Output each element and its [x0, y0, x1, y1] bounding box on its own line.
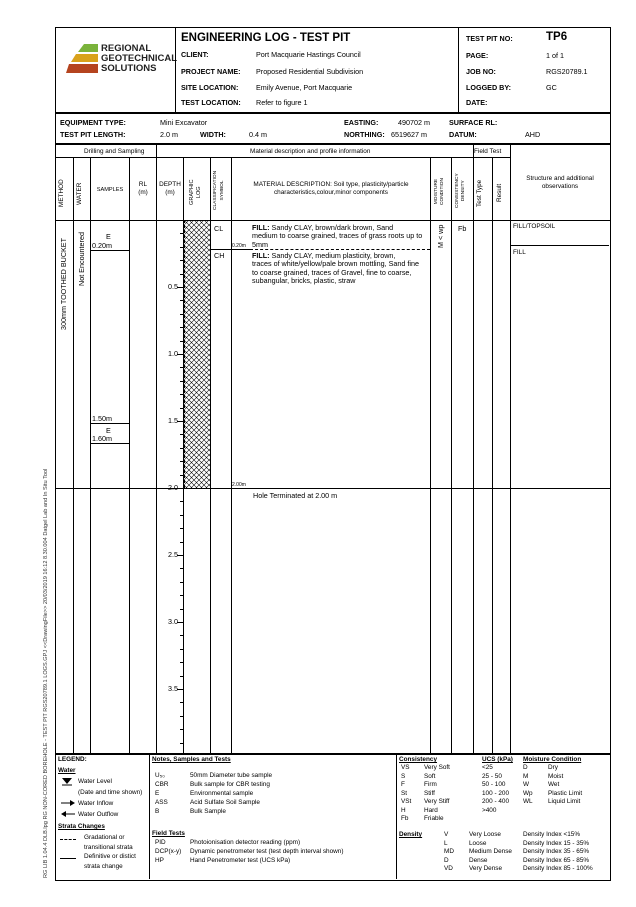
water-col-header: WATER — [76, 182, 83, 205]
graphic-log-hatch — [184, 220, 210, 488]
water-legend-title: Water — [58, 767, 76, 774]
field-code: PID — [155, 839, 166, 846]
project-label: PROJECT NAME: — [181, 67, 241, 76]
legend-row — [523, 781, 608, 790]
material-profile-header: Material description and profile information — [250, 148, 371, 155]
test-type-col-header: Test Type — [476, 179, 483, 207]
depth-minor-tick — [180, 461, 183, 462]
consistency-name: Soft — [424, 772, 436, 780]
legend-row — [399, 790, 519, 799]
depth-tick-label: 2.0 — [168, 483, 178, 492]
water-value: Not Encountered — [77, 232, 86, 286]
job-label: JOB NO: — [466, 67, 496, 76]
pit-label: TEST PIT NO: — [466, 34, 513, 43]
sample-type: E — [106, 426, 111, 435]
depth-tick-label: 1.0 — [168, 349, 178, 358]
legend-row — [399, 815, 519, 824]
ucs-range: 50 - 100 — [482, 781, 506, 788]
legend-row — [152, 799, 392, 808]
legend-row — [523, 798, 608, 807]
northing-value: 6519627 m — [391, 130, 427, 139]
logo-line-3: SOLUTIONS — [101, 63, 157, 74]
layer-depth-mark: 2.00m — [232, 482, 246, 488]
legend-row — [399, 831, 609, 840]
note-desc: Acid Sulfate Soil Sample — [190, 799, 260, 806]
side-file-path: RG LIB 1.04.4 DLB.lpg RG NON-CORED BOREHOLE - TEST PIT RGS20789.1 LOGS.GPJ <<DrawingFile>> 20/03/2019 16:12 8.30.004 Datgel Lab and In Situ Tool — [43, 468, 49, 878]
moisture-legend-title: Moisture Condition — [523, 756, 582, 763]
depth-minor-tick — [180, 743, 183, 744]
depth-col-header: DEPTH — [159, 181, 181, 188]
water-outflow-icon — [60, 810, 76, 818]
density-index: Density Index 35 - 65% — [523, 848, 590, 855]
depth-minor-tick — [180, 702, 183, 703]
project-value: Proposed Residential Subdivision — [256, 67, 364, 76]
density-name: Loose — [469, 839, 487, 847]
definitive-label-2: strata change — [84, 863, 123, 870]
consistency-code: H — [401, 806, 406, 814]
sample-top-depth: 0.20m — [92, 241, 112, 250]
depth-minor-tick — [180, 247, 183, 248]
sample-type: E — [106, 232, 111, 241]
density-index: Density Index 65 - 85% — [523, 856, 590, 864]
depth-minor-tick — [180, 582, 183, 583]
note-code: U₅₀ — [155, 772, 165, 779]
legend-row — [523, 773, 608, 782]
legend-row — [399, 781, 519, 790]
method-col-header: METHOD — [58, 179, 65, 207]
note-desc: 50mm Diameter tube sample — [190, 772, 273, 779]
field-code: HP — [155, 857, 164, 864]
consistency-code: F — [401, 781, 405, 788]
consistency-value: Fb — [458, 224, 467, 233]
strata-legend-title: Strata Changes — [58, 823, 105, 830]
note-code: ASS — [155, 799, 168, 806]
ucs-range: 200 - 400 — [482, 798, 510, 805]
field-desc: Hand Penetrometer test (UCS kPa) — [190, 857, 291, 864]
moisture-code: M — [523, 772, 529, 780]
legend-row — [152, 790, 392, 799]
legend-row — [152, 808, 392, 817]
depth-minor-tick — [180, 542, 183, 543]
sample-top-depth: 1.50m — [92, 414, 112, 423]
depth-tick-label: 2.5 — [168, 550, 178, 559]
water-level-icon — [61, 777, 73, 786]
graphic-col-header-2: LOG — [196, 186, 202, 199]
moisture-code: WL — [523, 798, 533, 805]
consistency-code: S — [401, 772, 406, 780]
density-index: Density Index 85 - 100% — [523, 865, 593, 872]
depth-minor-tick — [180, 314, 183, 315]
density-code: MD — [444, 848, 454, 855]
depth-minor-tick — [180, 568, 183, 569]
samples-col-header: SAMPLES — [96, 187, 124, 193]
consistency-col-header-2: DENSITY — [461, 180, 466, 202]
legend-row — [399, 865, 609, 874]
length-value: 2.0 m — [160, 130, 178, 139]
moisture-name: Plastic Limit — [548, 789, 583, 797]
easting-value: 490702 m — [398, 118, 430, 127]
consistency-col-header: CONSISTENCY — [455, 173, 460, 208]
depth-minor-tick — [180, 475, 183, 476]
note-code: E — [155, 790, 160, 797]
legend-row — [399, 848, 609, 857]
definitive-line-icon — [60, 858, 76, 859]
depth-minor-tick — [180, 528, 183, 529]
company-logo — [66, 42, 176, 78]
consistency-code: VS — [401, 764, 410, 771]
legend-row — [152, 839, 392, 848]
structure-col-header-2: observations — [541, 183, 579, 190]
consistency-name: Friable — [424, 815, 444, 822]
consistency-name: Very Soft — [424, 764, 450, 771]
equipment-label: EQUIPMENT TYPE: — [60, 118, 126, 127]
density-code: VD — [444, 865, 453, 872]
legend-row — [152, 857, 392, 866]
page-value: 1 of 1 — [546, 51, 564, 60]
graphic-col-header: GRAPHIC — [189, 179, 195, 205]
moisture-col-header-2: CONDITION — [440, 178, 445, 205]
density-name: Dense — [469, 856, 488, 864]
site-value: Emily Avenue, Port Macquarie — [256, 83, 353, 92]
consistency-name: Stiff — [424, 789, 435, 797]
log-title: ENGINEERING LOG - TEST PIT — [181, 32, 351, 44]
ucs-range: >400 — [482, 806, 497, 814]
water-level-label: Water Level — [78, 778, 112, 785]
depth-minor-tick — [180, 635, 183, 636]
legend-row — [523, 790, 608, 799]
note-desc: Bulk sample for CBR testing — [190, 781, 270, 788]
pit-value: TP6 — [546, 31, 568, 43]
moisture-name: Moist — [548, 772, 564, 780]
legend-row — [152, 848, 392, 857]
rl-col-header: RL — [138, 181, 148, 188]
classification-col-header-2: SYMBOL — [220, 180, 225, 201]
depth-minor-tick — [180, 729, 183, 730]
moisture-name: Liquid Limit — [548, 798, 581, 805]
test-location-value: Refer to figure 1 — [256, 98, 308, 107]
gradational-line-icon — [60, 839, 76, 840]
depth-minor-tick — [180, 367, 183, 368]
field-code: DCP(x-y) — [155, 848, 182, 855]
depth-tick-label: 1.5 — [168, 416, 178, 425]
note-desc: Bulk Sample — [190, 808, 226, 815]
note-code: CBR — [155, 781, 169, 788]
logged-value: GC — [546, 83, 557, 92]
drilling-sampling-header: Drilling and Sampling — [84, 148, 145, 155]
legend-row — [523, 764, 608, 773]
layer-depth-mark: 0.20m — [232, 243, 246, 249]
definitive-label: Definitive or distict — [84, 853, 136, 860]
depth-minor-tick — [180, 676, 183, 677]
legend-row — [399, 798, 519, 807]
client-value: Port Macquarie Hastings Council — [256, 50, 361, 59]
legend-row — [152, 781, 392, 790]
moisture-code: D — [523, 764, 528, 771]
depth-minor-tick — [180, 408, 183, 409]
depth-minor-tick — [180, 716, 183, 717]
legend-row — [152, 772, 392, 781]
depth-axis — [157, 220, 183, 753]
notes-title: Notes, Samples and Tests — [152, 756, 231, 763]
depth-minor-tick — [180, 327, 183, 328]
density-index: Density Index 15 - 35% — [523, 839, 590, 847]
water-outflow-label: Water Outflow — [78, 811, 119, 818]
site-label: SITE LOCATION: — [181, 83, 239, 92]
water-inflow-label: Water Inflow — [78, 800, 114, 807]
depth-minor-tick — [180, 448, 183, 449]
classification-col-header: CLASSIFICATION — [213, 170, 218, 210]
client-label: CLIENT: — [181, 50, 209, 59]
depth-minor-tick — [180, 595, 183, 596]
structure-observation: FILL — [513, 249, 526, 256]
layer-symbol: CL — [214, 224, 224, 233]
consistency-name: Firm — [424, 781, 437, 788]
moisture-code: W — [523, 781, 530, 788]
result-col-header: Result — [496, 183, 503, 202]
moisture-col-header: MOISTURE — [434, 178, 439, 205]
field-desc: Photoionisation detector reading (ppm) — [190, 839, 301, 846]
density-name: Very Dense — [469, 865, 503, 872]
legend-row — [399, 857, 609, 866]
material-col-header: MATERIAL DESCRIPTION: Soil type, plasticity/particle — [253, 181, 409, 188]
depth-tick-label: 3.0 — [168, 617, 178, 626]
test-location-label: TEST LOCATION: — [181, 98, 241, 107]
easting-label: EASTING: — [344, 118, 379, 127]
density-code: L — [444, 839, 448, 847]
consistency-code: Fb — [401, 815, 409, 822]
width-label: WIDTH: — [200, 130, 226, 139]
consistency-name: Very Stiff — [424, 798, 450, 805]
depth-minor-tick — [180, 274, 183, 275]
depth-minor-tick — [180, 233, 183, 234]
consistency-name: Hard — [424, 806, 438, 814]
density-code: V — [444, 831, 449, 838]
consistency-legend-title: Consistency — [399, 756, 438, 763]
page-label: PAGE: — [466, 51, 489, 60]
note-code: B — [155, 808, 160, 815]
ucs-legend-title: UCS (kPa) — [482, 756, 513, 763]
layer-symbol: CH — [214, 251, 225, 260]
depth-minor-tick — [180, 381, 183, 382]
moisture-name: Dry — [548, 764, 558, 771]
legend-row — [399, 764, 519, 773]
datum-value: AHD — [525, 130, 541, 139]
ucs-range: 25 - 50 — [482, 772, 502, 780]
legend-row — [399, 807, 519, 816]
consistency-code: St — [401, 789, 408, 797]
logo-line-2: GEOTECHNICAL — [101, 53, 177, 64]
depth-minor-tick — [180, 260, 183, 261]
gradational-label: Gradational or — [84, 834, 125, 841]
depth-tick-label: 3.5 — [168, 684, 178, 693]
width-value: 0.4 m — [249, 130, 267, 139]
depth-minor-tick — [180, 501, 183, 502]
logo-line-1: REGIONAL — [101, 43, 152, 54]
legend-row — [399, 773, 519, 782]
legend-title: LEGEND: — [58, 756, 87, 763]
depth-minor-tick — [180, 515, 183, 516]
density-name: Medium Dense — [469, 848, 512, 855]
depth-tick-label: 0.5 — [168, 282, 178, 291]
surface-label: SURFACE RL: — [449, 118, 498, 127]
field-desc: Dynamic penetrometer test (test depth interval shown) — [190, 848, 344, 855]
ucs-range: 100 - 200 — [482, 789, 510, 797]
depth-minor-tick — [180, 609, 183, 610]
field-tests-title: Field Tests — [152, 830, 185, 837]
depth-minor-tick — [180, 649, 183, 650]
density-name: Very Loose — [469, 831, 501, 838]
datum-label: DATUM: — [449, 130, 477, 139]
gradational-label-2: transitional strata — [84, 844, 133, 851]
structure-col-header: Structure and additional — [526, 175, 594, 182]
date-label: DATE: — [466, 98, 488, 107]
structure-observation: FILL/TOPSOIL — [513, 223, 556, 230]
job-value: RGS20789.1 — [546, 67, 588, 76]
northing-label: NORTHING: — [344, 130, 385, 139]
layer-description: FILL: Sandy CLAY, medium plasticity, brown, traces of white/yellow/pale brown mottling, Sand fine to coarse grained, traces of Gravel, fine to coarse, subangular, bricks, plastic, straw — [252, 251, 419, 286]
depth-minor-tick — [180, 394, 183, 395]
depth-unit: (m) — [165, 189, 175, 196]
logged-label: LOGGED BY: — [466, 83, 511, 92]
moisture-value: M < wp — [436, 224, 445, 248]
equipment-value: Mini Excavator — [160, 118, 208, 127]
sample-bottom-depth: 1.60m — [92, 434, 112, 443]
length-label: TEST PIT LENGTH: — [60, 130, 126, 139]
moisture-name: Wet — [548, 781, 560, 788]
legend-row — [399, 840, 609, 849]
depth-minor-tick — [180, 434, 183, 435]
depth-minor-tick — [180, 341, 183, 342]
moisture-code: Wp — [523, 789, 533, 797]
rl-unit: (m) — [138, 189, 148, 196]
water-level-note: (Date and time shown) — [78, 789, 143, 796]
note-desc: Environmental sample — [190, 790, 254, 797]
method-value: 300mm TOOTHED BUCKET — [59, 238, 68, 330]
layer-description: FILL: Sandy CLAY, brown/dark brown, Sand medium to coarse grained, traces of grass roots up to 5mm — [252, 223, 423, 249]
termination-text: Hole Terminated at 2.00 m — [253, 491, 338, 500]
field-test-header: Field Test — [474, 148, 502, 155]
ucs-range: <25 — [482, 764, 493, 771]
depth-minor-tick — [180, 662, 183, 663]
depth-minor-tick — [180, 300, 183, 301]
material-col-header-2: characteristics,colour,minor components — [273, 189, 388, 196]
density-legend-title: Density — [399, 831, 423, 838]
density-index: Density Index <15% — [523, 831, 581, 838]
water-inflow-icon — [60, 799, 76, 807]
consistency-code: VSt — [401, 798, 412, 805]
logo-mark-icon — [66, 42, 100, 76]
density-code: D — [444, 856, 449, 864]
